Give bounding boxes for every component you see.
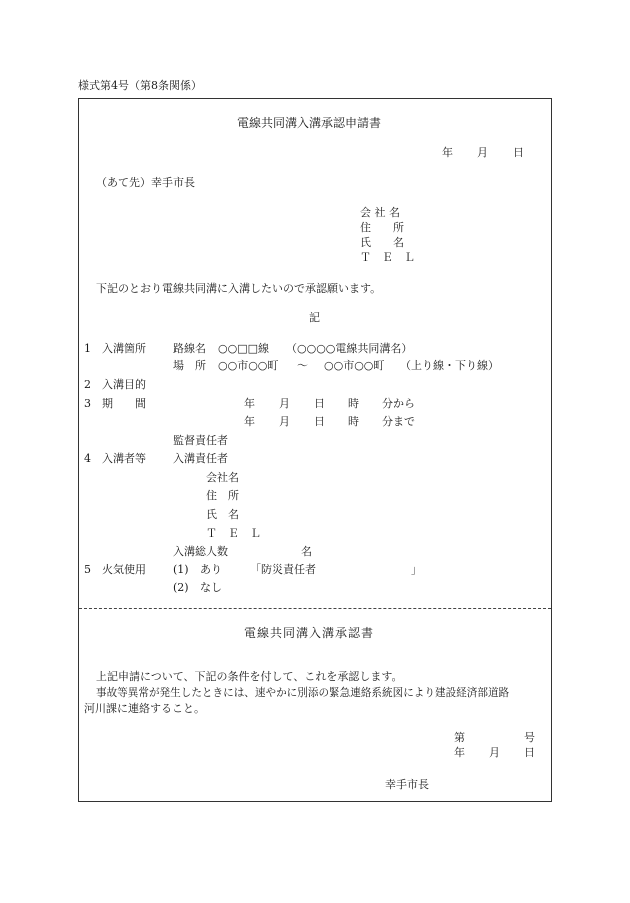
fire-safety-officer: 「防災責任者: [250, 563, 316, 576]
addressee: （あて先）幸手市長: [96, 176, 195, 189]
supervisor-label: 監督責任者: [173, 434, 228, 447]
applicant-company-label: 会 社 名: [360, 206, 400, 219]
approval-title: 電線共同溝入溝承認書: [244, 626, 375, 640]
item-3-label: 期 間: [102, 397, 146, 410]
place-label: 場 所: [173, 359, 206, 372]
total-workers-label: 入溝総人数: [173, 545, 228, 558]
period-start-year: 年: [244, 397, 255, 410]
fire-option-2-number: (2): [173, 581, 189, 594]
worker-name-label: 氏 名: [206, 508, 239, 521]
approval-issuer: 幸手市長: [385, 778, 429, 791]
item-5-label: 火気使用: [102, 563, 146, 576]
fire-option-1-number: (1): [173, 563, 189, 576]
date-year: 年: [442, 146, 453, 159]
approval-line-2: 事故等異常が発生したときには、速やかに別添の緊急連絡系統図により建設経済部道路: [96, 687, 510, 699]
approval-day: 日: [524, 746, 535, 759]
total-workers-unit: 名: [301, 545, 312, 558]
period-end-year: 年: [244, 415, 255, 428]
period-end-month: 月: [279, 415, 290, 428]
fire-option-2: なし: [200, 581, 222, 594]
worker-address-label: 住 所: [206, 489, 239, 502]
item-4-number: 4: [84, 452, 91, 465]
date-day: 日: [513, 146, 524, 159]
item-4-label: 入溝者等: [102, 452, 146, 465]
approval-number-dai: 第: [454, 731, 465, 744]
item-1-label: 入溝箇所: [102, 342, 146, 355]
ki-heading: 記: [309, 311, 320, 324]
approval-number-go: 号: [524, 731, 535, 744]
item-3-number: 3: [84, 397, 91, 410]
period-end-minute: 分まで: [382, 415, 415, 428]
period-start-minute: 分から: [382, 397, 415, 410]
period-start-hour: 時: [348, 397, 359, 410]
applicant-name-label: 氏 名: [360, 236, 404, 249]
approval-month: 月: [489, 746, 500, 759]
route-label: 路線名: [173, 342, 206, 355]
applicant-tel-label: Ｔ Ｅ Ｌ: [360, 251, 415, 264]
period-start-month: 月: [279, 397, 290, 410]
place-note: （上り線・下り線）: [400, 359, 499, 372]
fire-option-1: あり: [200, 563, 222, 576]
worker-label: 入溝責任者: [173, 452, 228, 465]
date-month: 月: [477, 146, 488, 159]
approval-line-1: 上記申請について、下記の条件を付して、これを承認します。: [96, 670, 403, 683]
item-2-number: 2: [84, 378, 91, 391]
route-value: ○○□□線: [218, 342, 269, 355]
item-5-number: 5: [84, 563, 91, 576]
section-divider: [79, 608, 551, 609]
place-to: ○○市○○町: [324, 359, 385, 372]
period-end-hour: 時: [348, 415, 359, 428]
period-start-day: 日: [314, 397, 325, 410]
worker-tel-label: Ｔ Ｅ Ｌ: [206, 527, 261, 540]
item-2-label: 入溝目的: [102, 378, 146, 391]
approval-line-3: 河川課に連絡すること。: [84, 702, 205, 715]
route-note: （○○○○電線共同溝名）: [286, 342, 413, 355]
approval-year: 年: [454, 746, 465, 759]
period-end-day: 日: [314, 415, 325, 428]
form-number: 様式第4号（第8条関係）: [78, 79, 202, 92]
applicant-address-label: 住 所: [360, 221, 404, 234]
place-from: ○○市○○町: [218, 359, 279, 372]
item-1-number: 1: [84, 342, 91, 355]
application-title: 電線共同溝入溝承認申請書: [237, 116, 382, 130]
place-tilde: ～: [297, 359, 308, 372]
worker-company-label: 会社名: [206, 471, 239, 484]
fire-safety-officer-close: 」: [411, 563, 422, 576]
request-text: 下記のとおり電線共同溝に入溝したいので承認願います。: [96, 282, 382, 295]
